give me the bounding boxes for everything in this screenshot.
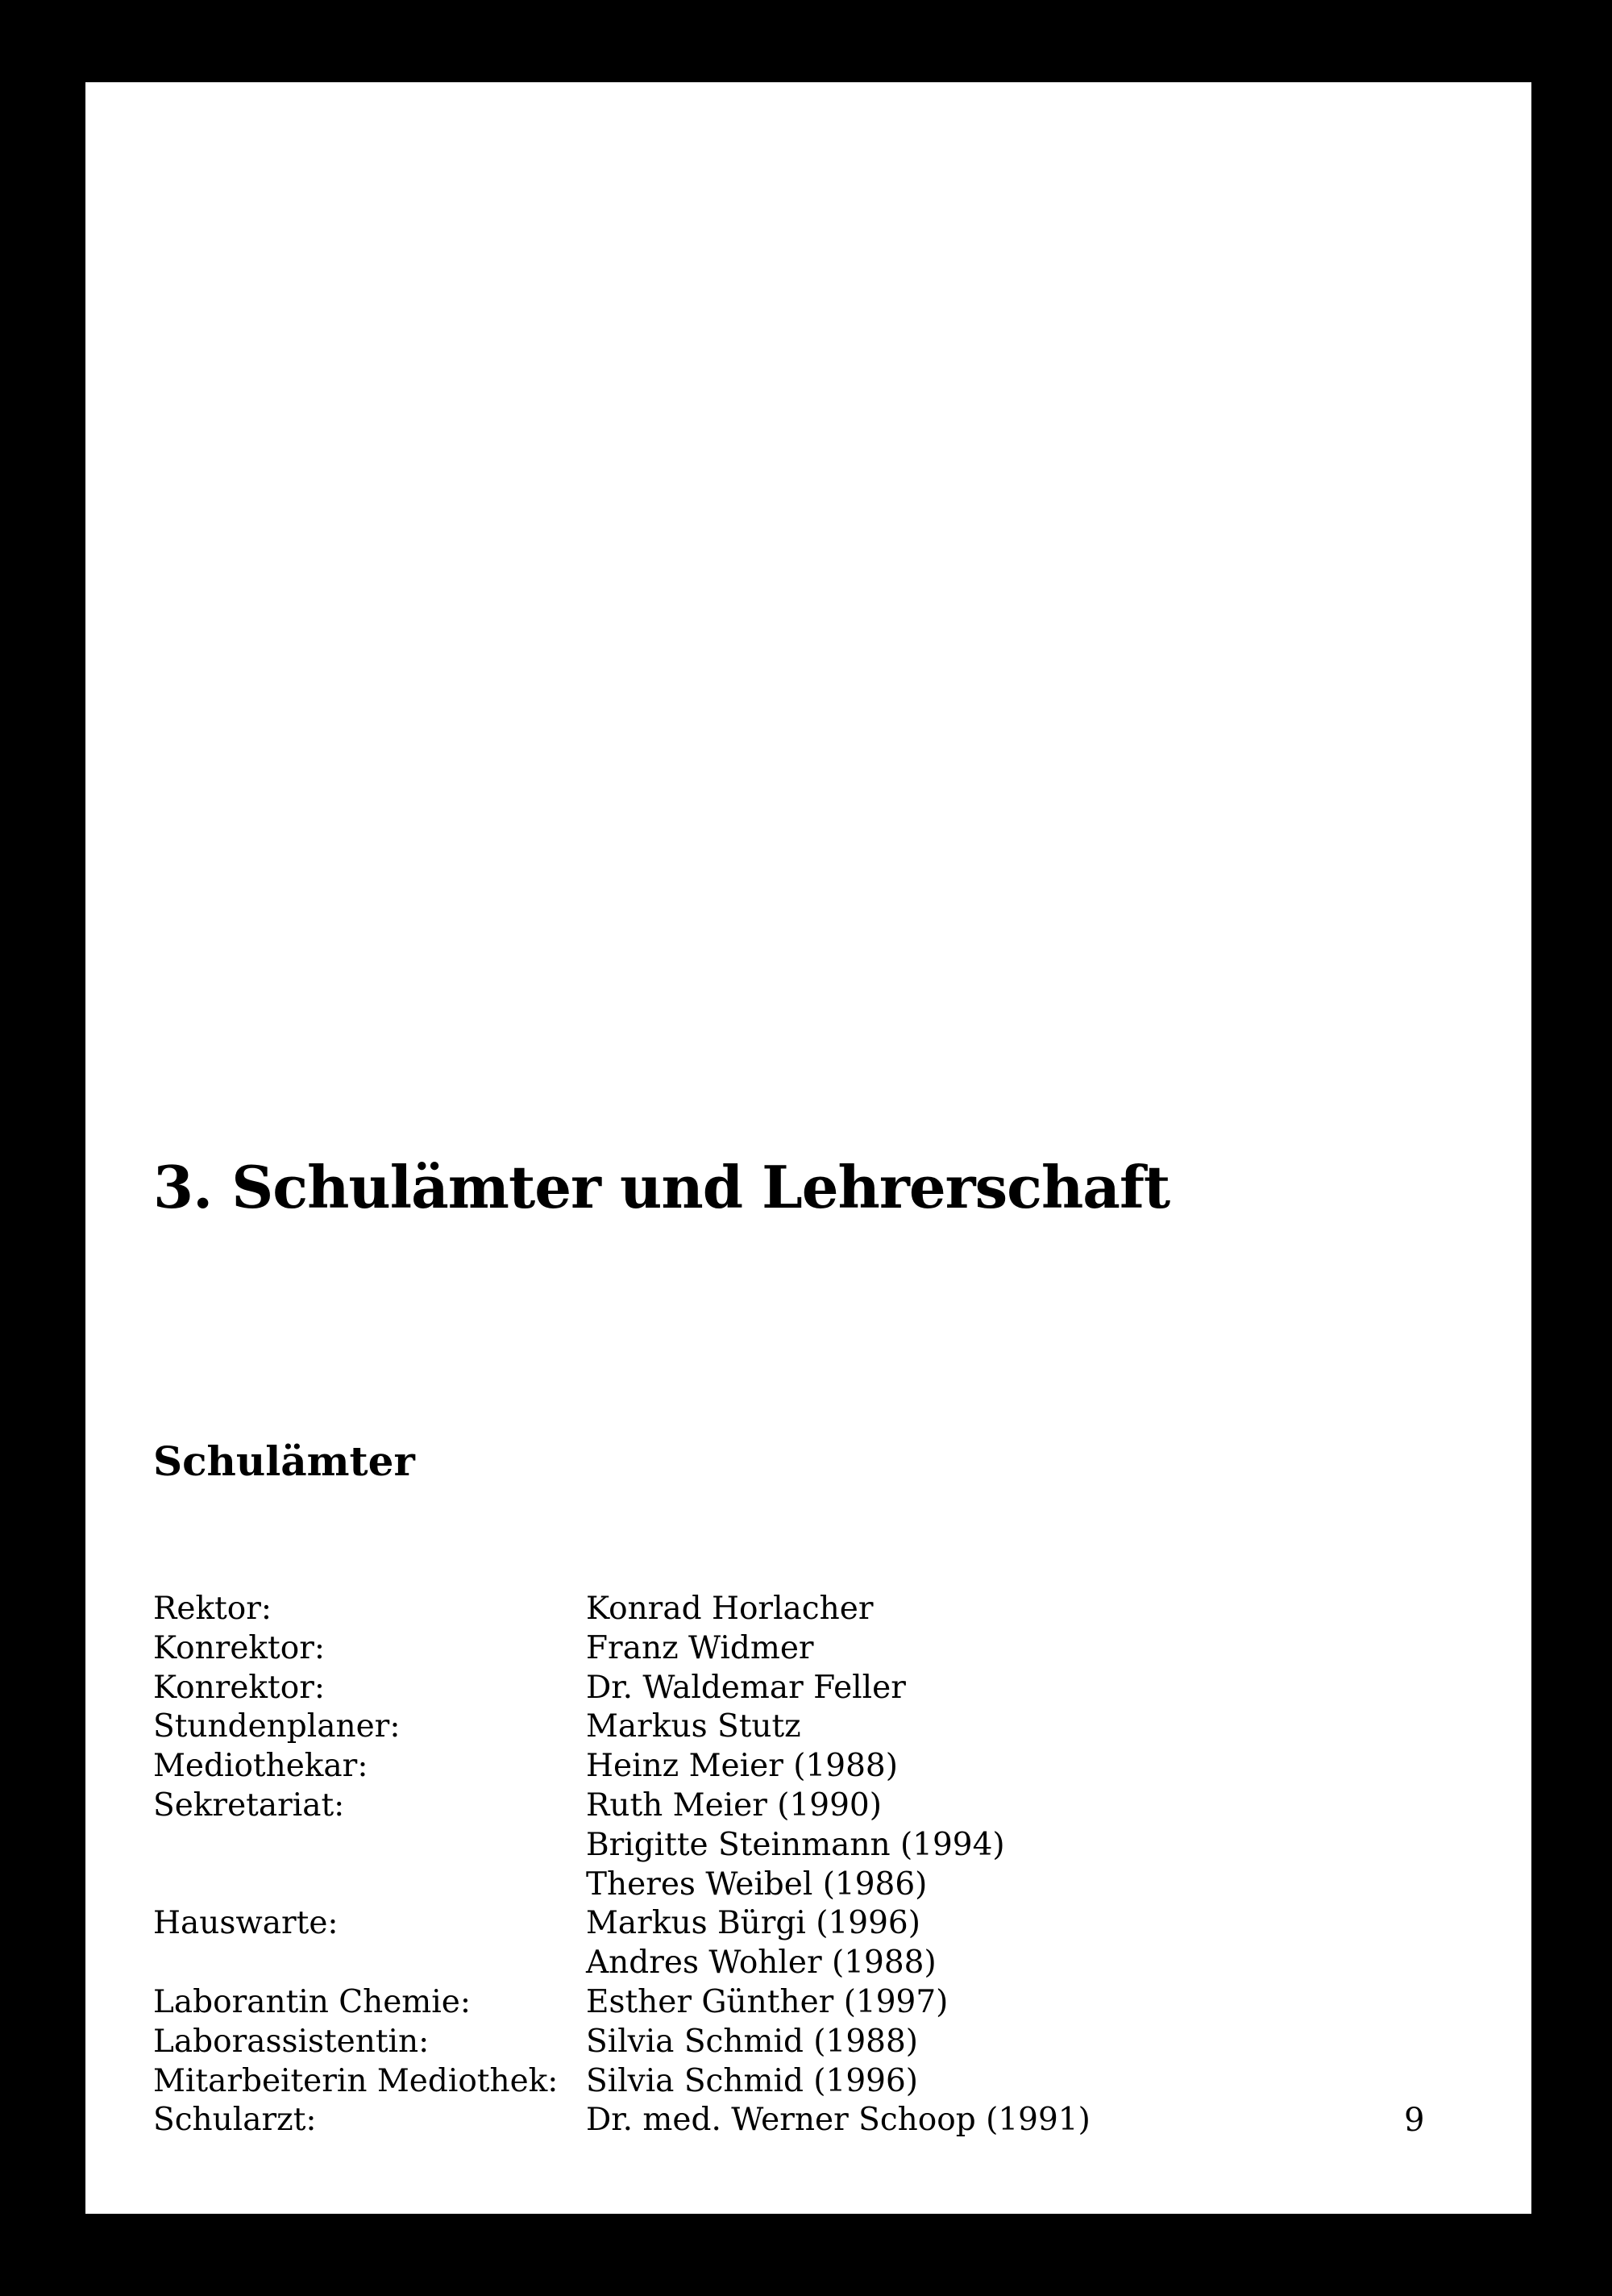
- document-page: [85, 82, 1531, 2214]
- list-item: [153, 1747, 1201, 1786]
- list-item: [153, 1707, 1201, 1747]
- list-item: [153, 1786, 1201, 1826]
- role-label: Mediothekar:: [153, 1748, 368, 1785]
- role-label: Laborassistentin:: [153, 2023, 430, 2060]
- holder-name: Markus Stutz: [586, 1708, 801, 1745]
- role-label: Schularzt:: [153, 2102, 317, 2139]
- holder-name: Ruth Meier (1990): [586, 1786, 882, 1824]
- list-item: [153, 1866, 1201, 1905]
- role-label: Hauswarte:: [153, 1905, 339, 1942]
- role-label: [153, 1866, 586, 1905]
- list-item: [153, 1629, 1201, 1669]
- role-label: Konrektor:: [153, 1669, 325, 1706]
- holder-name: Konrad Horlacher: [586, 1591, 874, 1627]
- role-label: Konrektor:: [153, 1629, 325, 1666]
- list-item: [153, 1904, 1201, 1944]
- role-label: Laborantin Chemie:: [153, 1983, 471, 2020]
- office-holders-list: [153, 1590, 1201, 2140]
- role-label: [153, 1826, 586, 1866]
- list-item: [153, 1590, 1201, 1629]
- holder-name: Dr. Waldemar Feller: [586, 1669, 906, 1706]
- holder-name: Theres Weibel (1986): [586, 1866, 928, 1903]
- holder-name: Brigitte Steinmann (1994): [586, 1826, 1005, 1863]
- role-label: [153, 1944, 586, 1983]
- role-label: Rektor:: [153, 1591, 272, 1627]
- role-label: Sekretariat:: [153, 1786, 345, 1824]
- role-label: Stundenplaner:: [153, 1708, 401, 1745]
- holder-name: Esther Günther (1997): [586, 1983, 949, 2020]
- holder-name: Markus Bürgi (1996): [586, 1905, 920, 1942]
- list-item: [153, 1826, 1201, 1866]
- holder-name: Andres Wohler (1988): [586, 1945, 937, 1982]
- page-number: 9: [1404, 2102, 1425, 2139]
- holder-name: Dr. med. Werner Schoop (1991): [586, 2102, 1091, 2139]
- list-item: [153, 2023, 1201, 2062]
- list-item: [153, 1669, 1201, 1708]
- list-item: [153, 2101, 1201, 2140]
- list-item: [153, 1983, 1201, 2023]
- list-item: [153, 1944, 1201, 1983]
- chapter-title: 3. Schulämter und Lehrerschaft: [153, 1153, 1170, 1221]
- section-title: Schulämter: [153, 1437, 415, 1485]
- holder-name: Franz Widmer: [586, 1629, 814, 1666]
- role-label: Mitarbeiterin Mediothek:: [153, 2062, 559, 2099]
- holder-name: Silvia Schmid (1988): [586, 2023, 918, 2060]
- list-item: [153, 2062, 1201, 2102]
- holder-name: Heinz Meier (1988): [586, 1748, 898, 1785]
- holder-name: Silvia Schmid (1996): [586, 2062, 918, 2099]
